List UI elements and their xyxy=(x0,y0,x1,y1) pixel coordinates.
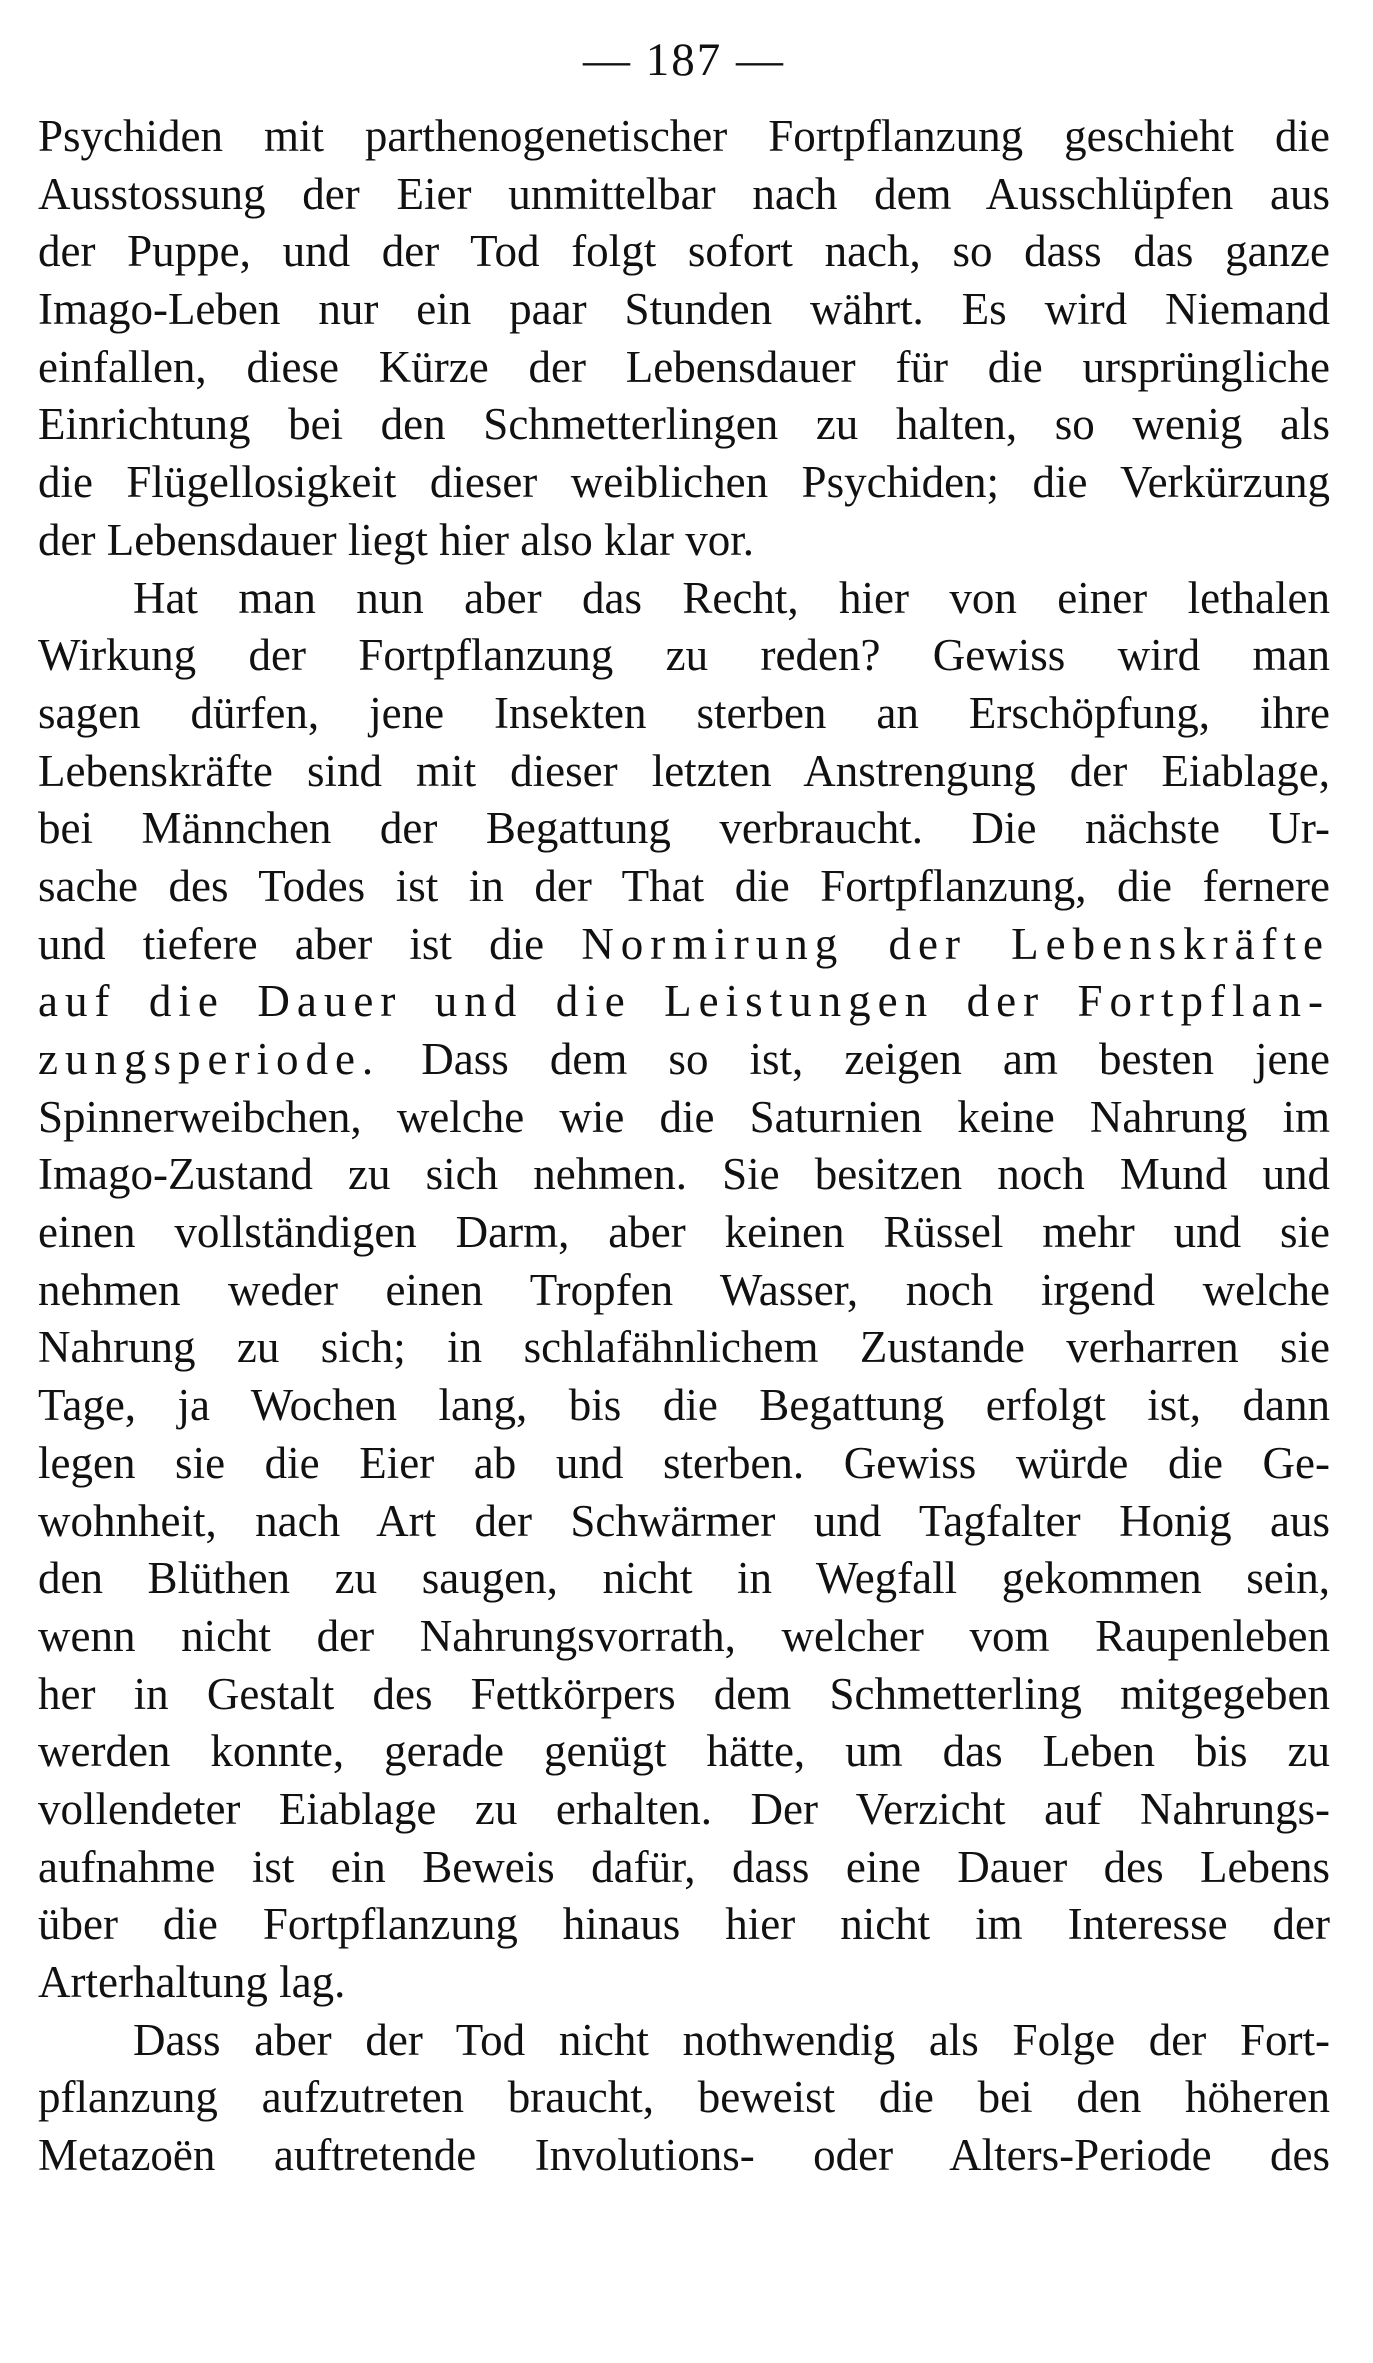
text-line: Tage, ja Wochen lang, bis die Begattung erfolgt ist, dann xyxy=(38,1380,1330,1431)
text-line: Ausstossung der Eier unmittelbar nach dem Ausschlüpfen aus xyxy=(38,168,1330,219)
text-line: Lebenskräfte sind mit dieser letzten Anstrengung der Eiablage, xyxy=(38,745,1330,796)
text-line: die Flügellosigkeit dieser weiblichen Psychiden; die Verkürzung xyxy=(38,457,1330,508)
text-line: einfallen, diese Kürze der Lebensdauer für die ursprüngliche xyxy=(38,341,1330,392)
text-line: pflanzung aufzutreten braucht, beweist die bei den höheren xyxy=(38,2072,1330,2123)
text-line: Arterhaltung lag. xyxy=(38,1957,346,2007)
paragraph-2 xyxy=(38,570,1330,2012)
text-line: sagen dürfen, jene Insekten sterben an Erschöpfung, ihre xyxy=(38,687,1330,738)
text-segment: Dass dem so ist, zeigen am besten jene xyxy=(380,1034,1330,1084)
emphasized-text: Normirung der Lebenskräfte xyxy=(581,918,1330,969)
text-line: vollendeter Eiablage zu erhalten. Der Verzicht auf Nahrungs- xyxy=(38,1783,1330,1834)
text-line: werden konnte, gerade genügt hätte, um das Leben bis zu xyxy=(38,1726,1330,1777)
text-line: den Blüthen zu saugen, nicht in Wegfall gekommen sein, xyxy=(38,1553,1330,1604)
page-number: — 187 — xyxy=(583,34,785,86)
text-line: aufnahme ist ein Beweis dafür, dass eine Dauer des Lebens xyxy=(38,1841,1330,1892)
text-line: legen sie die Eier ab und sterben. Gewiss würde die Ge- xyxy=(38,1437,1330,1488)
emphasized-text: zungsperiode. xyxy=(38,1034,381,1084)
text-line: der Lebensdauer liegt hier also klar vor. xyxy=(38,514,754,565)
text-segment: und tiefere aber ist die xyxy=(38,918,545,969)
book-page xyxy=(38,30,1330,2185)
text-line xyxy=(38,1031,1330,1089)
paragraph-1 xyxy=(38,108,1330,570)
text-line: her in Gestalt des Fettkörpers dem Schmetterling mitgegeben xyxy=(38,1668,1330,1719)
text-line: der Puppe, und der Tod folgt sofort nach, so dass das ganze xyxy=(38,226,1330,277)
text-line: Psychiden mit parthenogenetischer Fortpflanzung geschieht die xyxy=(38,111,1330,161)
text-line: Spinnerweibchen, welche wie die Saturnien keine Nahrung im xyxy=(38,1091,1330,1142)
text-line: einen vollständigen Darm, aber keinen Rüssel mehr und sie xyxy=(38,1207,1330,1258)
text-line: nehmen weder einen Tropfen Wasser, noch irgend welche xyxy=(38,1264,1330,1315)
text-line: Dass aber der Tod nicht nothwendig als Folge der Fort- xyxy=(133,2014,1330,2065)
text-line xyxy=(38,916,1330,974)
paragraph-3 xyxy=(38,2012,1330,2185)
text-line: über die Fortpflanzung hinaus hier nicht im Interesse der xyxy=(38,1899,1330,1950)
text-line: Imago-Zustand zu sich nehmen. Sie besitzen noch Mund und xyxy=(38,1149,1330,1200)
text-line: Einrichtung bei den Schmetterlingen zu halten, so wenig als xyxy=(38,399,1330,450)
text-line: sache des Todes ist in der That die Fortpflanzung, die fernere xyxy=(38,860,1330,911)
text-line: Wirkung der Fortpflanzung zu reden? Gewiss wird man xyxy=(38,630,1330,681)
text-line: wohnheit, nach Art der Schwärmer und Tagfalter Honig aus xyxy=(38,1495,1330,1546)
text-line: Nahrung zu sich; in schlafähnlichem Zustande verharren sie xyxy=(38,1322,1330,1373)
text-line: Hat man nun aber das Recht, hier von einer lethalen xyxy=(133,572,1330,623)
text-line: bei Männchen der Begattung verbraucht. Die nächste Ur- xyxy=(38,803,1330,854)
text-line: wenn nicht der Nahrungsvorrath, welcher vom Raupenleben xyxy=(38,1610,1330,1661)
text-line: Metazoën auftretende Involutions- oder Alters-Periode des xyxy=(38,2130,1330,2181)
text-line: Imago-Leben nur ein paar Stunden währt. Es wird Niemand xyxy=(38,284,1330,335)
emphasized-text: auf die Dauer und die Leistungen der Fortpflan- xyxy=(38,976,1330,1027)
